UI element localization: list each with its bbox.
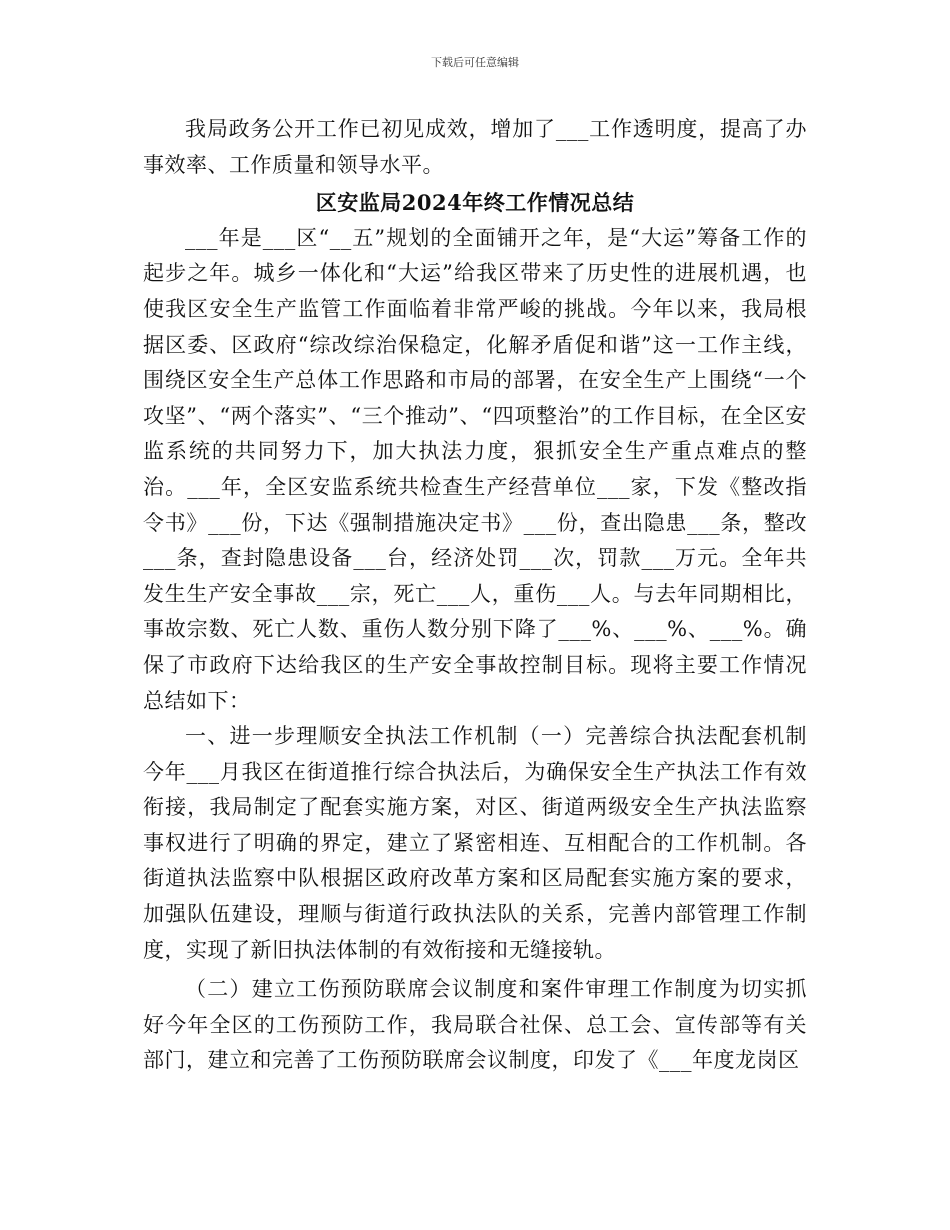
paragraph-summary: ___年是___区“__五”规划的全面铺开之年，是“大运”筹备工作的起步之年。城乡一体化和“大运”给我区带来了历史性的进展机遇，也使我区安全生产监管工作面临着非常严峻的挑战。今年以来，我局根据区委、区政府“综改综治保稳定，化解矛盾促和谐”这一工作主线，围绕区安全生产总体工作思路和市局的部署，在安全生产上围绕“一个攻坚”、“两个落实”、“三个推动”、“四项整治”的工作目标，在全区安监系统的共同努力下，加大执法力度，狠抓安全生产重点难点的整治。___年，全区安监系统共检查生产经营单位___家，下发《整改指令书》___份，下达《强制措施决定书》___份，查出隐患___条，整改___条，查封隐患设备___台，经济处罚___次，罚款___万元。全年共发生生产安全事故___宗，死亡___人，重伤___人。与去年同期相比，事故宗数、死亡人数、重伤人数分别下降了___%、___%、___%。确保了市政府下达给我区的生产安全事故控制目标。现将主要工作情况总结如下： (143, 225, 807, 713)
paragraph-section-two: （二）建立工伤预防联席会议制度和案件审理工作制度为切实抓好今年全区的工伤预防工作，我局联合社保、总工会、宣传部等有关部门，建立和完善了工伤预防联席会议制度，印发了《___年度龙岗区 (143, 977, 807, 1073)
intro-paragraph: 我局政务公开工作已初见成效，增加了___工作透明度，提高了办事效率、工作质量和领导水平。 (143, 117, 807, 177)
header-note: 下载后可任意编辑 (431, 56, 519, 69)
document-body (143, 112, 807, 1079)
document-title: 区安监局2024年终工作情况总结 (315, 190, 635, 216)
paragraph-section-one: 一、进一步理顺安全执法工作机制（一）完善综合执法配套机制今年___月我区在街道推行综合执法后，为确保安全生产执法工作有效衔接，我局制定了配套实施方案，对区、街道两级安全生产执法监察事权进行了明确的界定，建立了紧密相连、互相配合的工作机制。各街道执法监察中队根据区政府改革方案和区局配套实施方案的要求，加强队伍建设，理顺与街道行政执法队的关系，完善内部管理工作制度，实现了新旧执法体制的有效衔接和无缝接轨。 (143, 724, 807, 962)
